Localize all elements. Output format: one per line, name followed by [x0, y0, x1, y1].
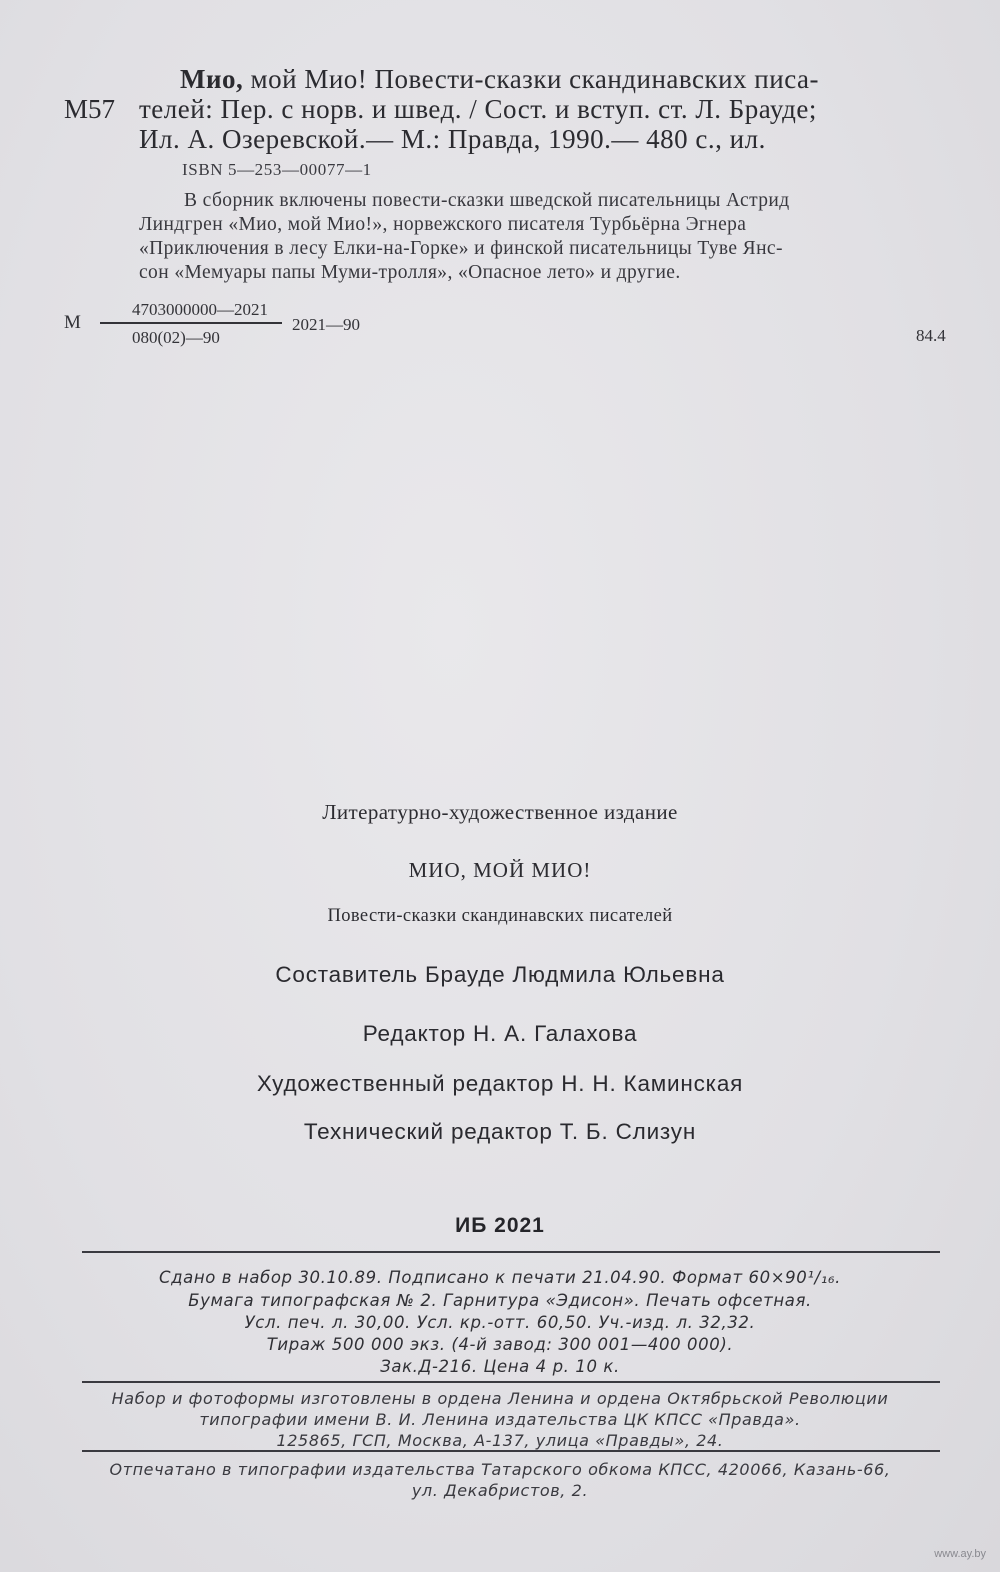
annotation-line-2: Линдгрен «Мио, мой Мио!», норвежского писателя Турбьёрна Эгнера — [139, 214, 747, 235]
catalog-title-bold: Мио, — [180, 64, 244, 94]
catalog-line-1 — [180, 64, 819, 95]
book-subtitle: Повести-сказки скандинавских писателей — [327, 906, 673, 926]
compiler: Составитель Брауде Людмила Юльевна — [275, 962, 725, 987]
bbk-class: 84.4 — [916, 326, 946, 345]
print-details-line-3: Усл. печ. л. 30,00. Усл. кр.-отт. 60,50. Уч.-изд. л. 32,32. — [244, 1313, 756, 1332]
book-title: МИО, МОЙ МИО! — [408, 858, 592, 882]
annotation-line-3: «Приключения в лесу Елки-на-Горке» и финской писательницы Туве Янс- — [139, 238, 783, 259]
divider-top — [82, 1251, 940, 1253]
bbk-denominator: 080(02)—90 — [132, 328, 220, 347]
annotation-line-1: В сборник включены повести-сказки шведской писательницы Астрид — [184, 190, 790, 211]
divider-middle — [82, 1381, 940, 1383]
catalog-line-2: телей: Пер. с норв. и швед. / Сост. и вступ. ст. Л. Брауде; — [139, 94, 817, 124]
bbk-letter: М — [64, 312, 81, 333]
editor: Редактор Н. А. Галахова — [362, 1021, 638, 1046]
printing-house-line-1: Набор и фотоформы изготовлены в ордена Ленина и ордена Октябрьской Революции — [111, 1389, 889, 1408]
annotation-line-4: сон «Мемуары папы Муми-тролля», «Опасное лето» и другие. — [139, 262, 681, 283]
bbk-fraction-line — [100, 322, 282, 324]
printing-house-line-3: 125865, ГСП, Москва, А-137, улица «Правды», 24. — [276, 1431, 724, 1450]
print-details-line-4: Тираж 500 000 экз. (4-й завод: 300 001—400 000). — [266, 1335, 734, 1354]
art-editor: Художественный редактор Н. Н. Каминская — [256, 1071, 744, 1096]
printing-house-line-2: типографии имени В. И. Ленина издательства ЦК КПСС «Правда». — [199, 1410, 801, 1429]
print-details-line-2: Бумага типографская № 2. Гарнитура «Эдисон». Печать офсетная. — [188, 1291, 812, 1310]
printed-at-line-1: Отпечатано в типографии издательства Татарского обкома КПСС, 420066, Казань-66, — [109, 1460, 891, 1479]
print-details-line-1: Сдано в набор 30.10.89. Подписано к печати 21.04.90. Формат 60×90¹/₁₆. — [159, 1268, 841, 1287]
catalog-line-3: Ил. А. Озеревской.— М.: Правда, 1990.— 480 с., ил. — [139, 124, 766, 154]
divider-bottom — [82, 1450, 940, 1452]
bbk-numerator: 4703000000—2021 — [132, 300, 268, 319]
classification-code: М57 — [64, 94, 116, 124]
ib-number: ИБ 2021 — [455, 1214, 545, 1237]
edition-type: Литературно-художественное издание — [322, 800, 678, 824]
catalog-line-1-rest: мой Мио! Повести-сказки скандинавских писа- — [243, 64, 819, 94]
bbk-suffix: 2021—90 — [292, 315, 360, 334]
isbn: ISBN 5—253—00077—1 — [182, 160, 372, 179]
print-details-line-5: Зак.Д-216. Цена 4 р. 10 к. — [380, 1357, 620, 1376]
printed-at-line-2: ул. Декабристов, 2. — [411, 1481, 589, 1500]
watermark: www.ay.by — [934, 1548, 986, 1560]
tech-editor: Технический редактор Т. Б. Слизун — [303, 1119, 697, 1144]
